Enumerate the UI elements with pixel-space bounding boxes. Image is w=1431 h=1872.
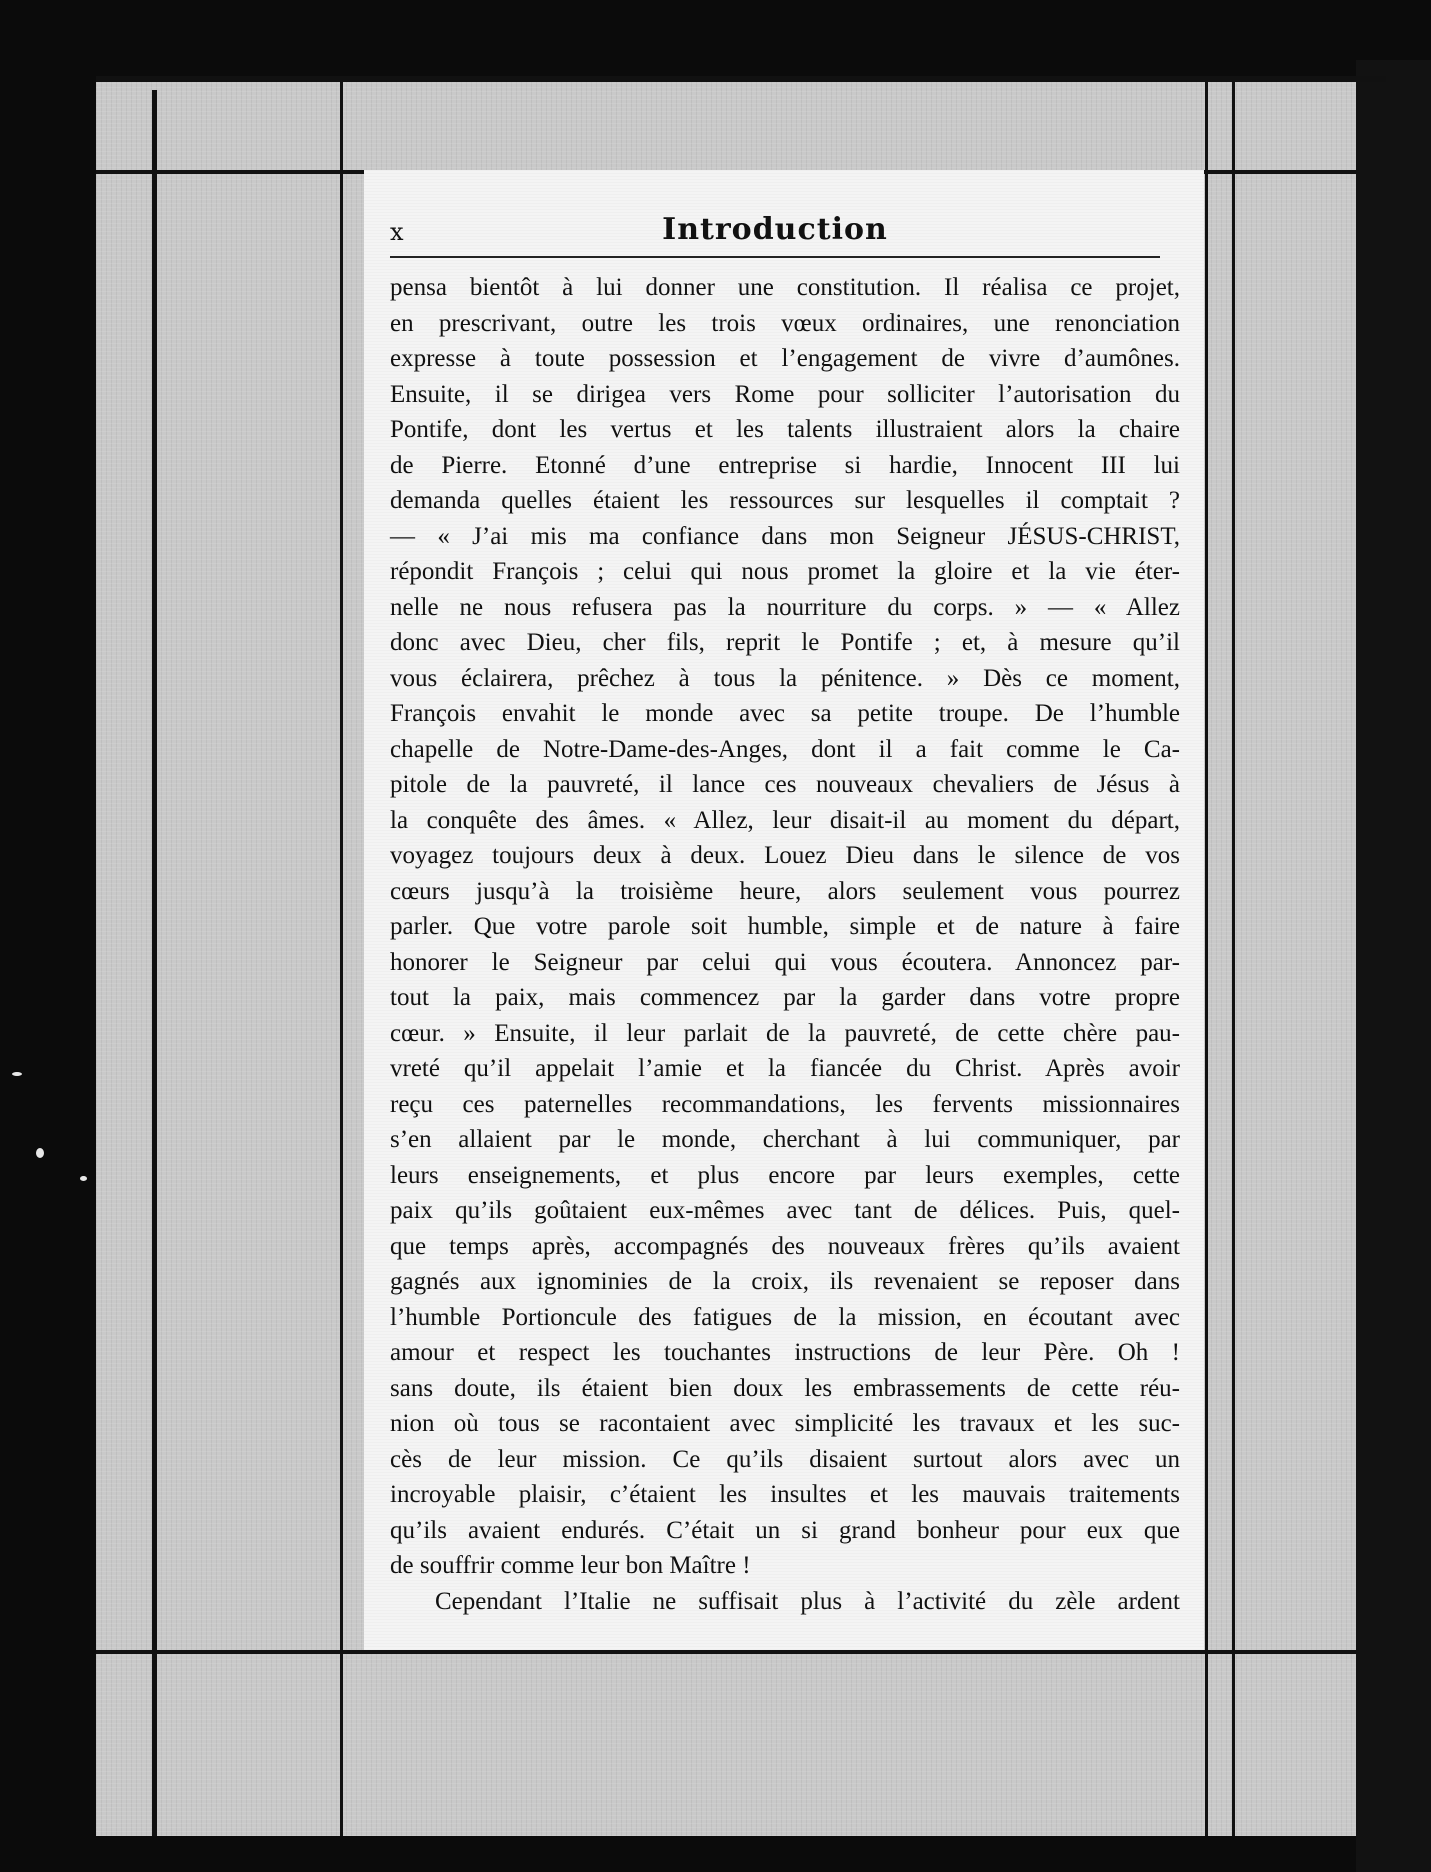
text-line: donc avec Dieu, cher fils, reprit le Pontife ; et, à mesure qu’il <box>390 629 1180 656</box>
text-line: incroyable plaisir, c’étaient les insultes et les mauvais traitements <box>390 1481 1180 1508</box>
text-line: qu’ils avaient endurés. C’était un si grand bonheur pour eux que <box>390 1516 1180 1544</box>
text-line: paix qu’ils goûtaient eux-mêmes avec tant de délices. Puis, quel- <box>390 1197 1180 1224</box>
text-line: en prescrivant, outre les trois vœux ordinaires, une renonciation <box>390 309 1180 337</box>
text-line: vous éclairera, prêchez à tous la pénitence. » Dès ce moment, <box>390 664 1180 692</box>
book-edge <box>1356 60 1431 1872</box>
text-line: vreté qu’il appelait l’amie et la fiancée du Christ. Après avoir <box>390 1055 1180 1082</box>
text-line: de Pierre. Etonné d’une entreprise si hardie, Innocent III lui <box>390 451 1180 479</box>
text-line: reçu ces paternelles recommandations, les fervents missionnaires <box>390 1090 1180 1118</box>
text-line: cœur. » Ensuite, il leur parlait de la pauvreté, de cette chère pau- <box>390 1019 1180 1047</box>
text-line: sans doute, ils étaient bien doux les embrassements de cette réu- <box>390 1374 1180 1402</box>
running-title: Introduction <box>662 212 888 247</box>
text-line: répondit François ; celui qui nous promet la gloire et la vie éter- <box>390 558 1180 585</box>
frame-rule-left-inner <box>340 76 343 1836</box>
frame-rule-top <box>96 76 1386 82</box>
text-line: nelle ne nous refusera pas la nourriture du corps. » — « Allez <box>390 593 1180 621</box>
text-line: la conquête des âmes. « Allez, leur disait-il au moment du départ, <box>390 806 1180 834</box>
text-line: voyagez toujours deux à deux. Louez Dieu dans le silence de vos <box>390 842 1180 869</box>
text-line: de souffrir comme leur bon Maître ! <box>390 1552 751 1579</box>
text-line: François envahit le monde avec sa petite troupe. De l’humble <box>390 700 1180 727</box>
text-line: Pontife, dont les vertus et les talents illustraient alors la chaire <box>390 416 1180 443</box>
frame-rule-lower <box>96 1650 1356 1654</box>
scan-speck <box>36 1148 44 1158</box>
text-line: l’humble Portioncule des fatigues de la mission, en écoutant avec <box>390 1303 1180 1331</box>
frame-rule-right-inner <box>1205 76 1208 1836</box>
scan-speck <box>80 1176 87 1181</box>
text-line: cœurs jusqu’à la troisième heure, alors seulement vous pourrez <box>390 877 1180 905</box>
text-line: parler. Que votre parole soit humble, simple et de nature à faire <box>390 913 1180 940</box>
text-line: pitole de la pauvreté, il lance ces nouveaux chevaliers de Jésus à <box>390 771 1180 798</box>
text-line: tout la paix, mais commencez par la garder dans votre propre <box>390 984 1180 1011</box>
text-line: leurs enseignements, et plus encore par leurs exemples, cette <box>390 1161 1180 1189</box>
text-line: honorer le Seigneur par celui qui vous écoutera. Annoncez par- <box>390 948 1180 976</box>
running-head <box>390 212 1160 252</box>
text-line: amour et respect les touchantes instructions de leur Père. Oh ! <box>390 1339 1180 1366</box>
text-line: — « J’ai mis ma confiance dans mon Seigneur JÉSUS-CHRIST, <box>390 522 1180 550</box>
text-line: chapelle de Notre-Dame-des-Anges, dont il a fait comme le Ca- <box>390 735 1180 763</box>
running-head-rule <box>390 256 1160 258</box>
text-line: s’en allaient par le monde, cherchant à lui communiquer, par <box>390 1126 1180 1153</box>
text-line: expresse à toute possession et l’engagement de vivre d’aumônes. <box>390 345 1180 372</box>
text-line: nion où tous se racontaient avec simplicité les travaux et les suc- <box>390 1410 1180 1437</box>
text-line: demanda quelles étaient les ressources sur lesquelles il comptait ? <box>390 487 1180 514</box>
body-text <box>390 270 1180 1619</box>
frame-rule-right-outer <box>1232 76 1235 1836</box>
text-line: gagnés aux ignominies de la croix, ils revenaient se reposer dans <box>390 1268 1180 1295</box>
scan-speck <box>12 1072 22 1076</box>
page-number: x <box>390 218 404 246</box>
text-line: cès de leur mission. Ce qu’ils disaient surtout alors avec un <box>390 1445 1180 1473</box>
frame-rule-left-outer <box>152 90 157 1836</box>
text-line: Ensuite, il se dirigea vers Rome pour solliciter l’autorisation du <box>390 380 1180 408</box>
text-line: Cependant l’Italie ne suffisait plus à l’activité du zèle ardent <box>435 1587 1180 1615</box>
text-line: que temps après, accompagnés des nouveaux frères qu’ils avaient <box>390 1232 1180 1260</box>
text-line: pensa bientôt à lui donner une constitution. Il réalisa ce projet, <box>390 274 1180 301</box>
